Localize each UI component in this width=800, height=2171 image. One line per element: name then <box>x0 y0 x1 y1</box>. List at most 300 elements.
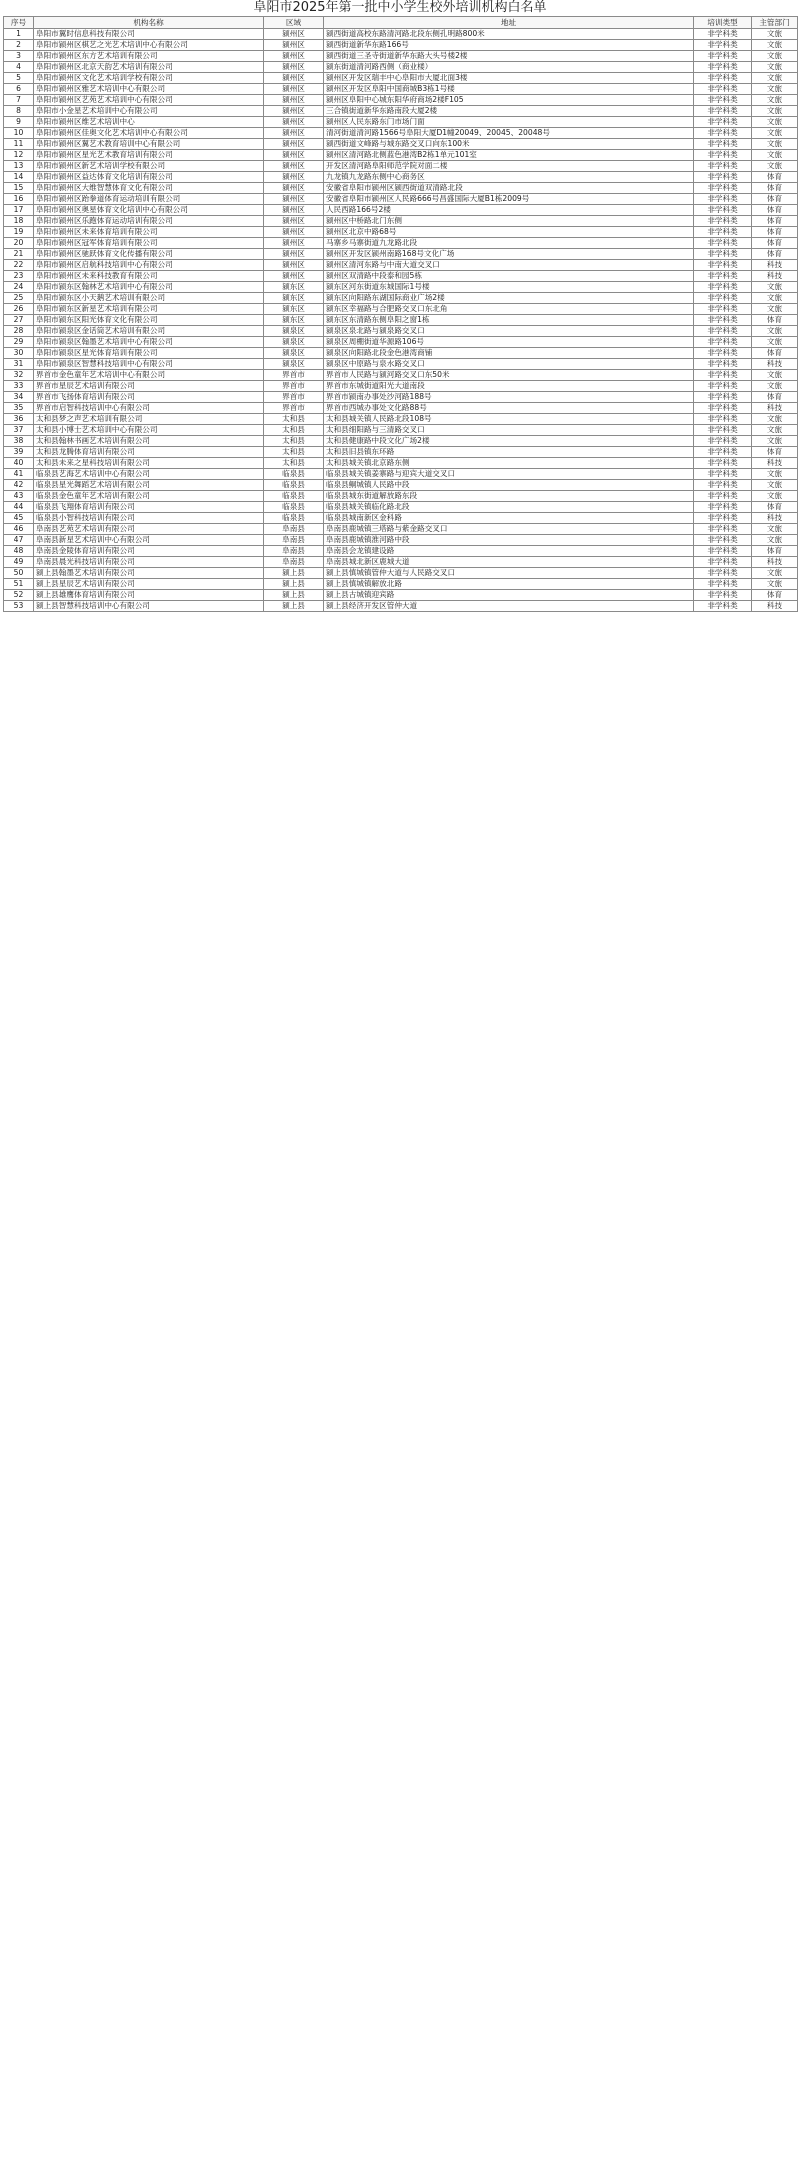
institution-name: 阜阳市颍州区维艺术培训中心 <box>34 117 264 128</box>
table-row <box>4 106 798 117</box>
district: 颍州区 <box>264 106 324 117</box>
training-type: 非学科类 <box>694 29 752 40</box>
training-type: 非学科类 <box>694 601 752 612</box>
row-index: 4 <box>4 62 34 73</box>
training-type: 非学科类 <box>694 458 752 469</box>
table-row <box>4 128 798 139</box>
department: 文旅 <box>752 73 798 84</box>
table-row <box>4 392 798 403</box>
district: 颍泉区 <box>264 326 324 337</box>
department: 体育 <box>752 183 798 194</box>
address: 颍西街道文峰路与城东路交叉口向东100米 <box>324 139 694 150</box>
address: 安徽省阜阳市颍州区颍西街道双清路北段 <box>324 183 694 194</box>
row-index: 18 <box>4 216 34 227</box>
institution-name: 阜阳市翼时信息科技有限公司 <box>34 29 264 40</box>
department: 文旅 <box>752 491 798 502</box>
table-row <box>4 447 798 458</box>
department: 文旅 <box>752 139 798 150</box>
address: 颍西街道三圣寺街道新华东路大头号楼2楼 <box>324 51 694 62</box>
district: 颍州区 <box>264 62 324 73</box>
district: 阜南县 <box>264 524 324 535</box>
address: 三合镇街道新华东路南段大厦2楼 <box>324 106 694 117</box>
training-type: 非学科类 <box>694 326 752 337</box>
training-type: 非学科类 <box>694 293 752 304</box>
table-row <box>4 535 798 546</box>
department: 文旅 <box>752 535 798 546</box>
table-row <box>4 337 798 348</box>
row-index: 1 <box>4 29 34 40</box>
address: 颍州区阜阳中心城东阳华府商场2楼F105 <box>324 95 694 106</box>
district: 颍州区 <box>264 51 324 62</box>
row-index: 23 <box>4 271 34 282</box>
row-index: 39 <box>4 447 34 458</box>
district: 颍泉区 <box>264 337 324 348</box>
institution-name: 阜阳市颍东区阳光体育文化有限公司 <box>34 315 264 326</box>
training-type: 非学科类 <box>694 117 752 128</box>
institution-name: 阜阳市颍州区未来体育培训有限公司 <box>34 227 264 238</box>
table-row <box>4 150 798 161</box>
address: 颍西街道高校东路清河路北段东侧孔明路800米 <box>324 29 694 40</box>
table-row <box>4 227 798 238</box>
row-index: 13 <box>4 161 34 172</box>
header-address: 地址 <box>324 17 694 29</box>
institution-name: 阜阳市颍泉区星光体育培训有限公司 <box>34 348 264 359</box>
row-index: 6 <box>4 84 34 95</box>
institution-name: 临泉县金色童年艺术培训有限公司 <box>34 491 264 502</box>
department: 科技 <box>752 260 798 271</box>
table-row <box>4 194 798 205</box>
institution-name: 阜阳市颍州区驰跃体育文化传播有限公司 <box>34 249 264 260</box>
training-type: 非学科类 <box>694 535 752 546</box>
department: 文旅 <box>752 84 798 95</box>
address: 阜南县会龙镇建设路 <box>324 546 694 557</box>
address: 颍上县经济开发区管仲大道 <box>324 601 694 612</box>
district: 颍州区 <box>264 205 324 216</box>
row-index: 8 <box>4 106 34 117</box>
table-row <box>4 271 798 282</box>
department: 文旅 <box>752 370 798 381</box>
department: 科技 <box>752 557 798 568</box>
district: 界首市 <box>264 403 324 414</box>
row-index: 37 <box>4 425 34 436</box>
district: 颍州区 <box>264 150 324 161</box>
department: 文旅 <box>752 29 798 40</box>
address: 颍东区幸福路与合肥路交叉口东北角 <box>324 304 694 315</box>
training-type: 非学科类 <box>694 436 752 447</box>
district: 颍州区 <box>264 227 324 238</box>
address: 颍东区向阳路东湖国际商业广场2楼 <box>324 293 694 304</box>
district: 临泉县 <box>264 491 324 502</box>
training-type: 非学科类 <box>694 172 752 183</box>
department: 文旅 <box>752 524 798 535</box>
row-index: 35 <box>4 403 34 414</box>
training-type: 非学科类 <box>694 40 752 51</box>
table-row <box>4 249 798 260</box>
institution-name: 界首市星辰艺术培训有限公司 <box>34 381 264 392</box>
training-type: 非学科类 <box>694 557 752 568</box>
district: 颍东区 <box>264 304 324 315</box>
row-index: 46 <box>4 524 34 535</box>
training-type: 非学科类 <box>694 161 752 172</box>
institution-name: 阜阳市颍州区翼艺术教育培训中心有限公司 <box>34 139 264 150</box>
table-row <box>4 381 798 392</box>
department: 文旅 <box>752 293 798 304</box>
row-index: 3 <box>4 51 34 62</box>
department: 科技 <box>752 403 798 414</box>
address: 临泉县城关镇姜寨路与迎宾大道交叉口 <box>324 469 694 480</box>
address: 临泉县城关镇临化路北段 <box>324 502 694 513</box>
district: 颍州区 <box>264 271 324 282</box>
department: 文旅 <box>752 117 798 128</box>
institution-name: 阜阳市颍州区星光艺术教育培训有限公司 <box>34 150 264 161</box>
row-index: 25 <box>4 293 34 304</box>
department: 科技 <box>752 359 798 370</box>
district: 颍东区 <box>264 315 324 326</box>
training-type: 非学科类 <box>694 491 752 502</box>
table-row <box>4 436 798 447</box>
district: 颍州区 <box>264 40 324 51</box>
row-index: 43 <box>4 491 34 502</box>
address: 阜南县鹿城镇三塔路与紫金路交叉口 <box>324 524 694 535</box>
institution-name: 阜阳市颍州区大维智慧体育文化有限公司 <box>34 183 264 194</box>
table-row <box>4 403 798 414</box>
row-index: 28 <box>4 326 34 337</box>
district: 颍州区 <box>264 84 324 95</box>
training-type: 非学科类 <box>694 238 752 249</box>
district: 阜南县 <box>264 535 324 546</box>
address: 颍上县慎城镇解放北路 <box>324 579 694 590</box>
institution-name: 颍上县雄鹰体育培训有限公司 <box>34 590 264 601</box>
row-index: 2 <box>4 40 34 51</box>
table-row <box>4 425 798 436</box>
table-body <box>4 29 798 612</box>
department: 体育 <box>752 227 798 238</box>
district: 临泉县 <box>264 513 324 524</box>
district: 颍州区 <box>264 95 324 106</box>
address: 颍州区北京中路68号 <box>324 227 694 238</box>
training-type: 非学科类 <box>694 183 752 194</box>
institution-name: 阜阳市颍泉区智慧科技培训中心有限公司 <box>34 359 264 370</box>
institution-name: 阜阳市颍州区艺苑艺术培训中心有限公司 <box>34 95 264 106</box>
address: 颍东区东清路东侧阜阳之窗1栋 <box>324 315 694 326</box>
row-index: 21 <box>4 249 34 260</box>
table-row <box>4 205 798 216</box>
district: 阜南县 <box>264 557 324 568</box>
header-department: 主管部门 <box>752 17 798 29</box>
district: 颍州区 <box>264 128 324 139</box>
address: 临泉县城东街道解放路东段 <box>324 491 694 502</box>
institution-name: 阜阳市颍州区雅艺术培训中心有限公司 <box>34 84 264 95</box>
training-type: 非学科类 <box>694 524 752 535</box>
table-row <box>4 293 798 304</box>
row-index: 48 <box>4 546 34 557</box>
table-row <box>4 370 798 381</box>
institution-name: 颍上县翰墨艺术培训有限公司 <box>34 568 264 579</box>
table-row <box>4 51 798 62</box>
district: 界首市 <box>264 381 324 392</box>
institution-name: 界首市金色童年艺术培训中心有限公司 <box>34 370 264 381</box>
training-type: 非学科类 <box>694 546 752 557</box>
row-index: 12 <box>4 150 34 161</box>
address: 阜南县城北新区鹿城大道 <box>324 557 694 568</box>
district: 颍州区 <box>264 73 324 84</box>
table-row <box>4 326 798 337</box>
training-type: 非学科类 <box>694 205 752 216</box>
institution-name: 阜阳市小金星艺术培训中心有限公司 <box>34 106 264 117</box>
institution-name: 阜阳市颍州区佳奥文化艺术培训中心有限公司 <box>34 128 264 139</box>
row-index: 10 <box>4 128 34 139</box>
address: 太和县细阳路与三清路交叉口 <box>324 425 694 436</box>
row-index: 9 <box>4 117 34 128</box>
institution-name: 阜阳市颍州区北京天韵艺术培训有限公司 <box>34 62 264 73</box>
table-row <box>4 601 798 612</box>
address: 颍泉区中原路与泉水路交叉口 <box>324 359 694 370</box>
row-index: 27 <box>4 315 34 326</box>
institution-name: 界首市启智科技培训中心有限公司 <box>34 403 264 414</box>
row-index: 24 <box>4 282 34 293</box>
institution-name: 阜阳市颍州区新艺术培训学校有限公司 <box>34 161 264 172</box>
row-index: 31 <box>4 359 34 370</box>
institution-name: 太和县小博士艺术培训中心有限公司 <box>34 425 264 436</box>
institution-name: 颍上县智慧科技培训中心有限公司 <box>34 601 264 612</box>
department: 体育 <box>752 216 798 227</box>
document-title: 阜阳市2025年第一批中小学生校外培训机构白名单 <box>253 0 547 15</box>
training-type: 非学科类 <box>694 260 752 271</box>
address: 临泉县鲖城镇人民路中段 <box>324 480 694 491</box>
address: 安徽省阜阳市颍州区人民路666号昌盛国际大厦B1栋2009号 <box>324 194 694 205</box>
training-type: 非学科类 <box>694 150 752 161</box>
table-row <box>4 40 798 51</box>
department: 文旅 <box>752 436 798 447</box>
district: 太和县 <box>264 458 324 469</box>
row-index: 36 <box>4 414 34 425</box>
table-row <box>4 568 798 579</box>
row-index: 33 <box>4 381 34 392</box>
department: 文旅 <box>752 40 798 51</box>
table-row <box>4 238 798 249</box>
district: 颍州区 <box>264 172 324 183</box>
address: 颍州区人民东路东门市场门面 <box>324 117 694 128</box>
table-row <box>4 458 798 469</box>
department: 文旅 <box>752 304 798 315</box>
table-row <box>4 172 798 183</box>
training-type: 非学科类 <box>694 403 752 414</box>
institution-name: 阜阳市颍东区小天鹅艺术培训有限公司 <box>34 293 264 304</box>
district: 颍上县 <box>264 568 324 579</box>
header-training-type: 培训类型 <box>694 17 752 29</box>
institution-name: 阜阳市颍州区奥星体育文化培训中心有限公司 <box>34 205 264 216</box>
training-type: 非学科类 <box>694 414 752 425</box>
institution-name: 阜阳市颍州区乐跑体育运动培训有限公司 <box>34 216 264 227</box>
address: 太和县旧县镇东环路 <box>324 447 694 458</box>
training-type: 非学科类 <box>694 502 752 513</box>
row-index: 26 <box>4 304 34 315</box>
address: 界首市西城办事处文化路88号 <box>324 403 694 414</box>
training-type: 非学科类 <box>694 513 752 524</box>
table-row <box>4 282 798 293</box>
row-index: 29 <box>4 337 34 348</box>
training-type: 非学科类 <box>694 469 752 480</box>
table-row <box>4 502 798 513</box>
department: 科技 <box>752 601 798 612</box>
address: 颍州区开发区颍州南路168号文化广场 <box>324 249 694 260</box>
department: 文旅 <box>752 128 798 139</box>
address: 阜南县鹿城镇淮河路中段 <box>324 535 694 546</box>
institution-name: 界首市飞扬体育培训有限公司 <box>34 392 264 403</box>
department: 体育 <box>752 205 798 216</box>
row-index: 14 <box>4 172 34 183</box>
department: 体育 <box>752 546 798 557</box>
department: 文旅 <box>752 161 798 172</box>
institution-name: 临泉县星光舞蹈艺术培训有限公司 <box>34 480 264 491</box>
address: 颍东区河东街道东城国际1号楼 <box>324 282 694 293</box>
address: 界首市颍南办事处沙河路188号 <box>324 392 694 403</box>
department: 文旅 <box>752 381 798 392</box>
district: 颍泉区 <box>264 359 324 370</box>
department: 文旅 <box>752 568 798 579</box>
training-type: 非学科类 <box>694 271 752 282</box>
table-row <box>4 524 798 535</box>
district: 界首市 <box>264 392 324 403</box>
table-row <box>4 62 798 73</box>
table-row <box>4 414 798 425</box>
district: 颍州区 <box>264 194 324 205</box>
table-row <box>4 469 798 480</box>
training-type: 非学科类 <box>694 359 752 370</box>
district: 颍州区 <box>264 238 324 249</box>
training-type: 非学科类 <box>694 62 752 73</box>
row-index: 40 <box>4 458 34 469</box>
table-row <box>4 73 798 84</box>
row-index: 17 <box>4 205 34 216</box>
district: 颍上县 <box>264 590 324 601</box>
training-type: 非学科类 <box>694 194 752 205</box>
header-institution-name: 机构名称 <box>34 17 264 29</box>
training-type: 非学科类 <box>694 381 752 392</box>
department: 体育 <box>752 172 798 183</box>
table-row <box>4 29 798 40</box>
address: 临泉县城南新区金科路 <box>324 513 694 524</box>
address: 界首市人民路与颍河路交叉口东50米 <box>324 370 694 381</box>
address: 颍州区开发区瑞丰中心阜阳市大厦北面3楼 <box>324 73 694 84</box>
department: 文旅 <box>752 326 798 337</box>
header-index: 序号 <box>4 17 34 29</box>
table-row <box>4 161 798 172</box>
department: 文旅 <box>752 150 798 161</box>
training-type: 非学科类 <box>694 579 752 590</box>
department: 文旅 <box>752 95 798 106</box>
institution-name: 阜阳市颍州区益达体育文化培训有限公司 <box>34 172 264 183</box>
address: 颍泉区向阳路北段金色港湾商铺 <box>324 348 694 359</box>
table-row <box>4 546 798 557</box>
address: 颍泉区泉北路与颍泉路交叉口 <box>324 326 694 337</box>
row-index: 47 <box>4 535 34 546</box>
row-index: 49 <box>4 557 34 568</box>
training-type: 非学科类 <box>694 337 752 348</box>
district: 临泉县 <box>264 502 324 513</box>
training-type: 非学科类 <box>694 315 752 326</box>
row-index: 22 <box>4 260 34 271</box>
header-district: 区域 <box>264 17 324 29</box>
row-index: 16 <box>4 194 34 205</box>
institution-name: 阜南县新星艺术培训中心有限公司 <box>34 535 264 546</box>
row-index: 5 <box>4 73 34 84</box>
row-index: 19 <box>4 227 34 238</box>
district: 颍上县 <box>264 601 324 612</box>
department: 体育 <box>752 315 798 326</box>
address: 太和县健康路中段文化广场2楼 <box>324 436 694 447</box>
district: 颍上县 <box>264 579 324 590</box>
address: 清河街道清河路1566号阜阳大厦D1幢20049、20045、20048号 <box>324 128 694 139</box>
department: 体育 <box>752 502 798 513</box>
address: 九龙镇九龙路东侧中心商务区 <box>324 172 694 183</box>
department: 文旅 <box>752 425 798 436</box>
department: 科技 <box>752 271 798 282</box>
district: 阜南县 <box>264 546 324 557</box>
training-type: 非学科类 <box>694 249 752 260</box>
address: 颍州区中桥路北门东侧 <box>324 216 694 227</box>
training-type: 非学科类 <box>694 425 752 436</box>
department: 体育 <box>752 447 798 458</box>
institution-name: 阜南县晨光科技培训有限公司 <box>34 557 264 568</box>
row-index: 7 <box>4 95 34 106</box>
department: 文旅 <box>752 282 798 293</box>
district: 颍东区 <box>264 293 324 304</box>
training-type: 非学科类 <box>694 590 752 601</box>
training-type: 非学科类 <box>694 227 752 238</box>
training-type: 非学科类 <box>694 568 752 579</box>
whitelist-table <box>3 16 798 612</box>
address: 颍州区开发区阜阳中国商城B3栋1号楼 <box>324 84 694 95</box>
row-index: 53 <box>4 601 34 612</box>
training-type: 非学科类 <box>694 348 752 359</box>
district: 太和县 <box>264 414 324 425</box>
table-row <box>4 183 798 194</box>
department: 体育 <box>752 348 798 359</box>
address: 太和县城关镇北京路东侧 <box>324 458 694 469</box>
institution-name: 阜南县艺苑艺术培训有限公司 <box>34 524 264 535</box>
table-row <box>4 491 798 502</box>
institution-name: 阜阳市颍东区新星艺术培训有限公司 <box>34 304 264 315</box>
institution-name: 太和县未来之星科技培训有限公司 <box>34 458 264 469</box>
department: 体育 <box>752 392 798 403</box>
address: 颍州区清河路北侧蓝色港湾B2栋1单元101室 <box>324 150 694 161</box>
row-index: 34 <box>4 392 34 403</box>
training-type: 非学科类 <box>694 370 752 381</box>
district: 颍州区 <box>264 29 324 40</box>
training-type: 非学科类 <box>694 106 752 117</box>
row-index: 50 <box>4 568 34 579</box>
district: 颍州区 <box>264 216 324 227</box>
institution-name: 阜南县金陵体育培训有限公司 <box>34 546 264 557</box>
row-index: 42 <box>4 480 34 491</box>
district: 颍州区 <box>264 260 324 271</box>
table-row <box>4 579 798 590</box>
district: 临泉县 <box>264 469 324 480</box>
institution-name: 阜阳市颍泉区翰墨艺术培训中心有限公司 <box>34 337 264 348</box>
row-index: 11 <box>4 139 34 150</box>
district: 太和县 <box>264 436 324 447</box>
table-row <box>4 216 798 227</box>
training-type: 非学科类 <box>694 73 752 84</box>
header-row <box>4 17 798 29</box>
institution-name: 阜阳市颍州区文化艺术培训学校有限公司 <box>34 73 264 84</box>
training-type: 非学科类 <box>694 51 752 62</box>
institution-name: 阜阳市颍州区跆拳道体育运动培训有限公司 <box>34 194 264 205</box>
district: 颍州区 <box>264 183 324 194</box>
training-type: 非学科类 <box>694 392 752 403</box>
department: 科技 <box>752 458 798 469</box>
